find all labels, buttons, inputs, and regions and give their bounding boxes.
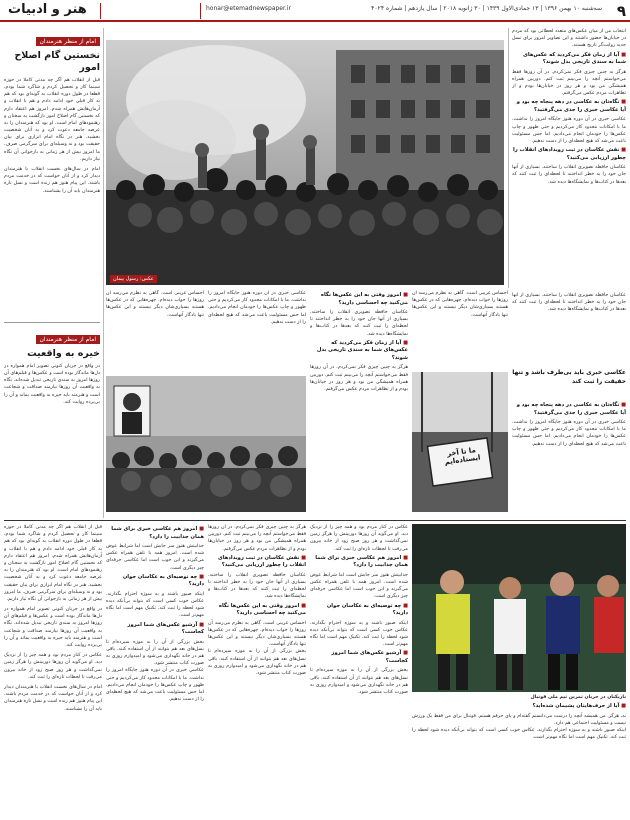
page-number: ۹ <box>616 2 626 20</box>
interview-answer: هرگز به چنین چیزی فکر نمی‌کردم. در آن روزها فقط می‌خواستم آنچه را می‌بینم ثبت کنم. دوربین همراه همیشگی من بود و هر روز در خیابان‌ها بودم و از تظاهرات مردم عکس می‌گرفتم. <box>310 365 408 392</box>
pull-quote: عکاسی خبری باید بی‌طرف باشد و تنها حقیقت را ثبت کند <box>512 369 626 385</box>
interview-question: ■ چه توصیه‌ای به عکاسان جوان دارید؟ <box>106 574 204 589</box>
body-column <box>512 400 626 512</box>
column-rule <box>103 28 104 518</box>
interview-question: ■ نقش عکاسان در ثبت رویدادهای انقلاب را چطور ارزیابی می‌کنید؟ <box>208 555 306 570</box>
body-column <box>106 290 204 370</box>
football-photo-graphic <box>412 524 626 692</box>
interview-answer: عکاسان حافظه تصویری انقلاب را ساختند. بسیاری از آنها جان خود را به خطر انداختند تا لحظه‌ای را ثبت کنند که بعدها در کتاب‌ها و نمایشگاه‌ها دیده شد. <box>512 293 626 313</box>
body-column <box>412 290 508 368</box>
interview-answer: اینکه صبور باشند و به سوژه احترام بگذارند. عکاس خوب کسی است که بتواند بی‌آنکه دیده شود لحظه را ثبت کند. تکنیک مهم است اما نگاه مهم‌تر است. <box>106 591 204 619</box>
interview-question: ■ نقش عکاسان در ثبت رویدادهای انقلاب را چطور ارزیابی می‌کنید؟ <box>512 147 626 162</box>
interview-answer: احساس غریبی است. گاهی به نظرم می‌رسد آن روزها را خواب دیده‌ام. چهره‌هایی که در عکس‌ها هستند بسیاری‌شان دیگر نیستند و این عکس‌ها تنها یادگار آنهاست. <box>412 291 508 318</box>
article-body: قبل از انقلاب هم اگر چه مدتی کاملا در حوزه سینما کار و تحصیل کردم و شاگرد شما بودم، قطعا در طول دوره انقلاب به گونه‌ای بود که هم به کار قبلی خود ادامه دادم و هم با انقلاب و آرمان‌هایش همراه شدم. امروز هم اعتقاد دارم که نخستین گام اصلاح امور بازگشت به سخنان و رهنمودهای امام است. او بود که هنرمندان را به عرصه جامعه دعوت کرد و به آنان شخصیت بخشید. هنر در نگاه امام ابزاری برای بیان حقیقت بود و نه وسیله‌ای برای سرگرمی صرف. ما امروز بیش از هر زمانی به بازخوانی آن نگاه نیاز داریم. <box>4 77 100 162</box>
section-title: هنر و ادبیات <box>8 2 87 17</box>
interview-question: ■ امروز هم عکاسی خبری برای شما همان جذابیت را دارد؟ <box>310 555 408 570</box>
interview-question: ■ آیا از زمان فکر می‌کردید که عکس‌های شما به سندی تاریخی بدل شوند؟ <box>310 340 408 363</box>
interview-answer: عکاسی خبری در آن دوره هنوز جایگاه امروز را نداشت. ما با امکانات محدود کار می‌کردیم و حتی ظهور و چاپ عکس‌ها را خودمان انجام می‌دادیم. اما حس مسئولیت باعث می‌شد که هیچ لحظه‌ای را از دست ندهیم. <box>208 291 306 325</box>
interview-question: ■ آرشیو عکس‌های شما امروز کجاست؟ <box>106 622 204 637</box>
interview-answer: جذابیتش هنوز سر جایش است اما شرایط عوض شده است. امروز همه با تلفن همراه عکس می‌گیرند و این خوب است اما عکاسی حرفه‌ای چیز دیگری است. <box>106 544 204 571</box>
article-body: در واقع در جریان کنونی تصویر امام همواره در دل‌ها ماندگار بوده است و عکس‌ها و فیلم‌های آن روزها امروز به سندی تاریخی تبدیل شده‌اند. نگاه به واقعیت آن روزها نیازمند صداقت و شجاعت است و هنرمند باید خیره به واقعیت بماند و آن را بی‌پرده روایت کند. <box>4 363 100 405</box>
bottom-column <box>4 524 102 814</box>
interview-question: ■ نگاه‌تان به عکاسی در دهه پنجاه چه بود و آیا عکاسی خبری را جدی می‌گرفتید؟ <box>512 99 626 114</box>
body-text: امام در سال‌های نخست انقلاب با هنرمندان دیدار کرد و از آنان خواست که در خدمت مردم باشند. این پیام هنوز هم زنده است و نسل تازه هنرمندان باید آن را بشناسند. <box>4 684 102 712</box>
masthead-divider <box>100 3 101 19</box>
interview-question: ■ امروز وقتی به این عکس‌ها نگاه می‌کنید چه احساسی دارید؟ <box>208 603 306 618</box>
bottom-column <box>310 524 408 814</box>
interview-question: ■ امروز وقتی به این عکس‌ها نگاه می‌کنید چه احساسی دارید؟ <box>310 292 408 307</box>
interview-answer: عکاسان حافظه تصویری انقلاب را ساختند. بسیاری از آنها جان خود را به خطر انداختند تا لحظه‌ای را ثبت کنند که بعدها در کتاب‌ها و نمایشگاه‌ها دیده شد. <box>512 165 626 185</box>
interview-answer: بخش بزرگی از آن را به موزه سپرده‌ام تا نسل‌های بعد هم بتوانند از آن استفاده کنند. باقی هم در خانه نگهداری می‌شود و امیدوارم روزی به صورت کتاب منتشر شود. <box>208 649 306 676</box>
body-column <box>310 290 408 512</box>
bottom-column <box>106 524 204 814</box>
interview-answer: احساس غریبی است. گاهی به نظرم می‌رسد آن روزها را خواب دیده‌ام. چهره‌هایی که در عکس‌ها هستند بسیاری‌شان دیگر نیستند و این عکس‌ها تنها یادگار آنهاست. <box>106 291 204 318</box>
interview-answer: بخش بزرگی از آن را به موزه سپرده‌ام تا نسل‌های بعد هم بتوانند از آن استفاده کنند. باقی هم در خانه نگهداری می‌شود و امیدوارم روزی به صورت کتاب منتشر شود. <box>106 639 204 667</box>
column-rule <box>508 28 509 288</box>
interview-answer: عکاسان حافظه تصویری انقلاب را ساختند. بسیاری از آنها جان خود را به خطر انداختند تا لحظه‌ای را ثبت کنند که بعدها در کتاب‌ها و نمایشگاه‌ها دیده شد. <box>310 310 408 337</box>
sports-photo-caption: بازیکنان در جریان تمرین تیم ملی فوتبال <box>530 695 626 700</box>
interview-answer: اینکه صبور باشند و به سوژه احترام بگذارند. عکاس خوب کسی است که بتواند بی‌آنکه دیده شود لحظه را ثبت کند. تکنیک مهم است اما نگاه مهم‌تر است. <box>412 728 626 741</box>
article-headline: خیره به واقعیت <box>27 348 100 359</box>
street-sign-photo <box>412 372 508 512</box>
section-divider <box>4 520 626 521</box>
interview-answer: عکاسان حافظه تصویری انقلاب را ساختند. بسیاری از آنها جان خود را به خطر انداختند تا لحظه‌ای را ثبت کنند که بعدها در کتاب‌ها و نمایشگاه‌ها دیده شد. <box>208 572 306 600</box>
left-column-article-2 <box>4 326 100 516</box>
interview-question: ■ آیا از حرف‌هایتان پشیمان شده‌اید؟ <box>412 703 626 711</box>
photo-credit: عکس: رسول پیمان <box>110 275 157 283</box>
interview-answer: عکاسی خبری در آن دوره هنوز جایگاه امروز را نداشت. ما با امکانات محدود کار می‌کردیم و حتی ظهور و چاپ عکس‌ها را خودمان انجام می‌دادیم. اما حس مسئولیت باعث می‌شد که هیچ لحظه‌ای را از دست ندهیم. <box>106 668 204 703</box>
revolution-crowd-photo <box>106 40 504 285</box>
interview-question: ■ نگاه‌تان به عکاسی در دهه پنجاه چه بود و آیا عکاسی خبری را جدی می‌گرفتید؟ <box>512 402 626 417</box>
article-kicker: امام از منظر هنرمندان <box>36 37 101 46</box>
divider <box>4 322 100 323</box>
left-column-article <box>4 28 100 318</box>
imam-portrait-crowd-photo <box>106 376 306 512</box>
body-text: در واقع در جریان کنونی تصویر امام همواره در دل‌ها ماندگار بوده است و عکس‌ها و فیلم‌های آن روزها امروز به سندی تاریخی تبدیل شده‌اند. نگاه به واقعیت آن روزها نیازمند صداقت و شجاعت است و هنرمند باید خیره به واقعیت بماند و آن را بی‌پرده روایت کند. <box>4 607 102 648</box>
body-column <box>512 292 626 362</box>
interview-question: ■ چه توصیه‌ای به عکاسان جوان دارید؟ <box>310 603 408 618</box>
article-kicker: امام از منظر هنرمندان <box>36 335 101 344</box>
interview-answer: اینکه صبور باشند و به سوژه احترام بگذارند. عکاس خوب کسی است که بتواند بی‌آنکه دیده شود لحظه را ثبت کند. تکنیک مهم است اما نگاه مهم‌تر است. <box>310 620 408 648</box>
interview-answer: نه، هرگز. من همیشه آنچه را درست می‌دانستم گفته‌ام و پای حرفم هستم. فوتبال برای من فقط یک ورزش نیست و مسئولیت اجتماعی هم دارد. <box>412 713 626 726</box>
sports-column <box>412 694 626 814</box>
crowd-photo-graphic <box>106 40 504 285</box>
interview-answer: هرگز به چنین چیزی فکر نمی‌کردم. در آن روزها فقط می‌خواستم آنچه را می‌بینم ثبت کنم. دوربین همراه همیشگی من بود و هر روز در خیابان‌ها بودم و از تظاهرات مردم عکس می‌گرفتم. <box>512 69 626 97</box>
interview-column <box>512 28 626 290</box>
body-text: عکاس در کنار مردم بود و همه چیز را از نزدیک دید. او می‌گوید آن روزها دوربینش را هرگز زمین نمی‌گذاشت و هر روز صبح زود از خانه بیرون می‌رفت تا لحظات تازه‌ای را ثبت کند. <box>310 525 408 552</box>
football-players-photo <box>412 524 626 692</box>
interview-answer: جذابیتش هنوز سر جایش است اما شرایط عوض شده است. امروز همه با تلفن همراه عکس می‌گیرند و این خوب است اما عکاسی حرفه‌ای چیز دیگری است. <box>310 572 408 600</box>
body-text: قبل از انقلاب هم اگر چه مدتی کاملا در حوزه سینما کار و تحصیل کردم و شاگرد شما بودم، قطعا در طول دوره انقلاب به گونه‌ای بود که هم به کار قبلی خود ادامه دادم و هم با انقلاب و آرمان‌هایش همراه شدم. امروز هم اعتقاد دارم که نخستین گام اصلاح امور بازگشت به سخنان و رهنمودهای امام است. او بود که هنرمندان را به عرصه جامعه دعوت کرد و به آنان شخصیت بخشید. هنر در نگاه امام ابزاری برای بیان حقیقت بود و نه وسیله‌ای برای سرگرمی صرف. ما امروز بیش از هر زمانی به بازخوانی آن نگاه نیاز داریم. <box>4 525 102 602</box>
interview-question: ■ امروز هم عکاسی خبری برای شما همان جذابیت را دارد؟ <box>106 526 204 541</box>
issue-date-line: سه‌شنبه ۱۰ بهمن ۱۳۹۶ | ۱۳ جمادی‌الاول ۱۴۳۹ | ۳۰ ژانویه ۲۰۱۸ | سال یازدهم | شماره ۴۰۲۴ <box>371 5 602 12</box>
body-text: عکاس در کنار مردم بود و همه چیز را از نزدیک دید. او می‌گوید آن روزها دوربینش را هرگز زمین نمی‌گذاشت و هر روز صبح زود از خانه بیرون می‌رفت تا لحظات تازه‌ای را ثبت کند. <box>4 653 102 680</box>
body-column <box>208 290 306 372</box>
interview-question: ■ آرشیو عکس‌های شما امروز کجاست؟ <box>310 650 408 665</box>
masthead-divider <box>200 3 201 19</box>
article-headline: نخستین گام اصلاح امور <box>14 50 100 73</box>
bottom-column <box>208 524 306 814</box>
interview-answer: بخش بزرگی از آن را به موزه سپرده‌ام تا نسل‌های بعد هم بتوانند از آن استفاده کنند. باقی هم در خانه نگهداری می‌شود و امیدوارم روزی به صورت کتاب منتشر شود. <box>310 668 408 695</box>
article-body: امام در سال‌های نخست انقلاب با هنرمندان دیدار کرد و از آنان خواست که در خدمت مردم باشند. این پیام هنوز هم زنده است و نسل تازه هنرمندان باید آن را بشناسند. <box>4 167 100 194</box>
interview-answer: احساس غریبی است. گاهی به نظرم می‌رسد آن روزها را خواب دیده‌ام. چهره‌هایی که در عکس‌ها هستند بسیاری‌شان دیگر نیستند و این عکس‌ها تنها یادگار آنهاست. <box>208 620 306 648</box>
imam-photo-graphic <box>106 376 306 512</box>
interview-answer: عکاسی خبری در آن دوره هنوز جایگاه امروز را نداشت. ما با امکانات محدود کار می‌کردیم و حتی ظهور و چاپ عکس‌ها را خودمان انجام می‌دادیم. اما حس مسئولیت باعث می‌شد که هیچ لحظه‌ای را از دست ندهیم. <box>512 117 626 144</box>
interview-answer: عکاسی خبری در آن دوره هنوز جایگاه امروز را نداشت. ما با امکانات محدود کار می‌کردیم و حتی ظهور و چاپ عکس‌ها را خودمان انجام می‌دادیم. اما حس مسئولیت باعث می‌شد که هیچ لحظه‌ای را از دست ندهیم. <box>512 420 626 447</box>
sign-text: ما تا آخر ایستاده‌ایم <box>444 446 481 467</box>
interview-intro: انتخاب من از میان عکس‌های متعدد لحظاتی بود که مردم در خیابان‌ها حضور داشتند و این تصاویر امروز برای نسل جدید روایت‌گر تاریخ هستند. <box>512 29 626 49</box>
section-email[interactable]: honar@etemadnewspaper.ir <box>206 5 291 12</box>
interview-question: ■ آیا از زمان فکر می‌کردید که عکس‌های شما به سندی تاریخی بدل شوند؟ <box>512 52 626 67</box>
masthead <box>0 0 630 22</box>
interview-answer: هرگز به چنین چیزی فکر نمی‌کردم. در آن روزها فقط می‌خواستم آنچه را می‌بینم ثبت کنم. دوربین همراه همیشگی من بود و هر روز در خیابان‌ها بودم و از تظاهرات مردم عکس می‌گرفتم. <box>208 525 306 552</box>
street-photo-graphic <box>412 372 508 512</box>
